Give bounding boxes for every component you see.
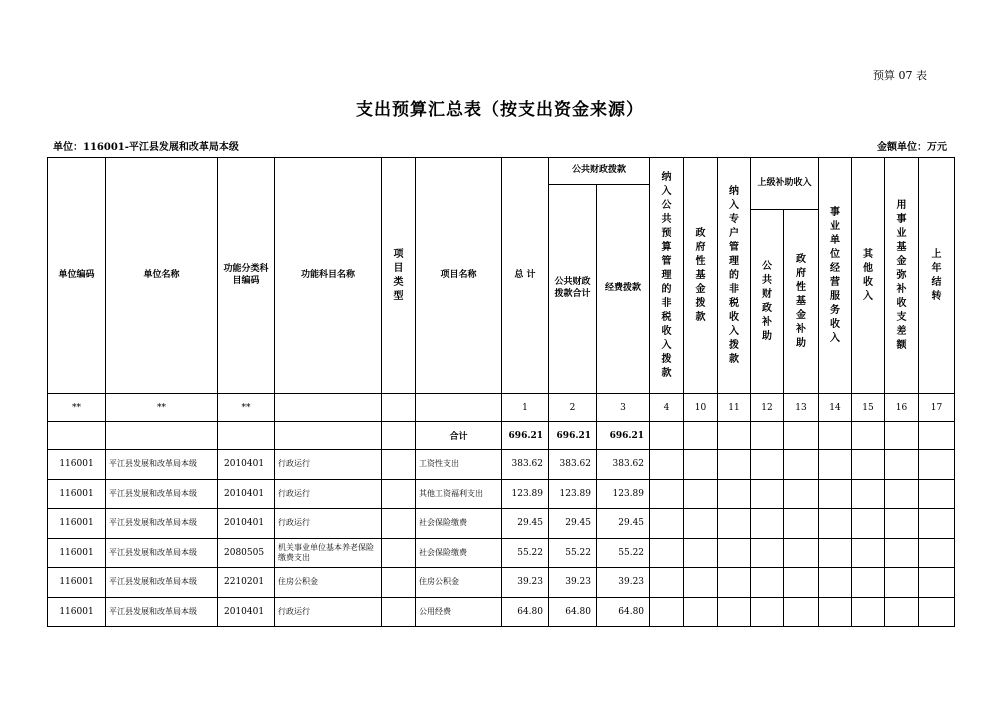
funding-cell: 29.45	[597, 509, 650, 539]
empty-cell	[684, 538, 718, 568]
empty-cell	[784, 479, 819, 509]
proj-type-cell	[382, 568, 416, 598]
empty-cell	[751, 568, 784, 598]
total-cell: 383.62	[502, 450, 549, 480]
col-proj-name: 项目名称	[416, 158, 502, 394]
proj-type-cell	[382, 479, 416, 509]
proj-name-cell: 公用经费	[416, 597, 502, 627]
funding-cell: 55.22	[597, 538, 650, 568]
empty-cell	[650, 509, 684, 539]
index-cell: **	[48, 394, 106, 422]
func-code-cell: 2210201	[218, 568, 275, 598]
unit-code-cell: 116001	[48, 538, 106, 568]
unit-code-cell: 116001	[48, 597, 106, 627]
index-cell: **	[218, 394, 275, 422]
index-cell: 2	[549, 394, 597, 422]
proj-type-cell	[382, 450, 416, 480]
unit-name-cell: 平江县发展和改革局本级	[106, 568, 218, 598]
index-cell	[382, 394, 416, 422]
empty-cell	[819, 597, 852, 627]
empty-cell	[718, 538, 751, 568]
empty-cell	[852, 568, 885, 598]
index-cell: 10	[684, 394, 718, 422]
col-upper-public: 公共财政补助	[751, 210, 784, 394]
col-upper-group: 上级补助收入	[751, 158, 819, 210]
funding-cell: 64.80	[597, 597, 650, 627]
table-row	[48, 568, 955, 598]
empty-cell	[819, 479, 852, 509]
col-total: 总 计	[502, 158, 549, 394]
empty-cell	[919, 568, 955, 598]
col-unit-code: 单位编码	[48, 158, 106, 394]
total-cell: 39.23	[502, 568, 549, 598]
table-row	[48, 509, 955, 539]
unit-name-cell: 平江县发展和改革局本级	[106, 450, 218, 480]
func-code-cell: 2080505	[218, 538, 275, 568]
col-other: 其他收入	[852, 158, 885, 394]
index-cell: 17	[919, 394, 955, 422]
public-total-cell: 383.62	[549, 450, 597, 480]
proj-type-cell	[382, 509, 416, 539]
total-cell: 55.22	[502, 538, 549, 568]
index-cell: 15	[852, 394, 885, 422]
col-unit-name: 单位名称	[106, 158, 218, 394]
empty-cell	[684, 450, 718, 480]
col-carryover: 上年结转	[919, 158, 955, 394]
table-row	[48, 597, 955, 627]
empty-cell	[885, 597, 919, 627]
col-biz: 事业单位经营服务收入	[819, 158, 852, 394]
empty-cell	[718, 509, 751, 539]
empty-cell	[819, 538, 852, 568]
page-title: 支出预算汇总表（按支出资金来源）	[356, 100, 644, 120]
col-nontax: 纳入公共预算管理的非税收入拨款	[650, 158, 684, 394]
empty-cell	[650, 479, 684, 509]
col-funding: 经费拨款	[597, 185, 650, 394]
col-special-nontax: 纳入专户管理的非税收入拨款	[718, 158, 751, 394]
empty-cell	[650, 568, 684, 598]
func-code-cell: 2010401	[218, 597, 275, 627]
public-total-cell: 29.45	[549, 509, 597, 539]
empty-cell	[919, 509, 955, 539]
form-number: 预算 07 表	[873, 69, 927, 82]
money-unit-label: 金额单位：万元	[877, 142, 947, 153]
empty-cell	[751, 597, 784, 627]
unit-code-cell: 116001	[48, 509, 106, 539]
func-name-cell: 行政运行	[275, 597, 382, 627]
proj-name-cell: 社会保险缴费	[416, 509, 502, 539]
col-fund-gap: 用事业基金弥补收支差额	[885, 158, 919, 394]
unit-code-cell: 116001	[48, 568, 106, 598]
empty-cell	[784, 509, 819, 539]
empty-cell	[751, 479, 784, 509]
total-cell: 29.45	[502, 509, 549, 539]
empty-cell	[718, 479, 751, 509]
empty-cell	[819, 509, 852, 539]
empty-cell	[650, 538, 684, 568]
empty-cell	[784, 597, 819, 627]
empty-cell	[919, 450, 955, 480]
table-row	[48, 538, 955, 568]
total-row	[48, 422, 955, 450]
index-cell: 4	[650, 394, 684, 422]
unit-code-cell: 116001	[48, 450, 106, 480]
empty-cell	[919, 597, 955, 627]
col-proj-type: 项目类型	[382, 158, 416, 394]
empty-cell	[919, 479, 955, 509]
budget-table	[47, 157, 955, 627]
public-total-cell: 64.80	[549, 597, 597, 627]
empty-cell	[784, 450, 819, 480]
total-value: 696.21	[502, 422, 549, 450]
empty-cell	[885, 509, 919, 539]
index-cell	[275, 394, 382, 422]
proj-name-cell: 其他工资福利支出	[416, 479, 502, 509]
public-total-cell: 55.22	[549, 538, 597, 568]
proj-type-cell	[382, 597, 416, 627]
empty-cell	[784, 538, 819, 568]
empty-cell	[885, 479, 919, 509]
empty-cell	[751, 450, 784, 480]
empty-cell	[684, 597, 718, 627]
col-func-code: 功能分类科目编码	[218, 158, 275, 394]
empty-cell	[852, 509, 885, 539]
empty-cell	[650, 450, 684, 480]
col-gov-fund: 政府性基金拨款	[684, 158, 718, 394]
empty-cell	[684, 509, 718, 539]
col-public-group: 公共财政拨款	[549, 158, 650, 185]
public-total-cell: 39.23	[549, 568, 597, 598]
unit-code-cell: 116001	[48, 479, 106, 509]
func-code-cell: 2010401	[218, 509, 275, 539]
empty-cell	[819, 450, 852, 480]
unit-label: 单位：116001-平江县发展和改革局本级	[53, 142, 239, 153]
empty-cell	[718, 450, 751, 480]
empty-cell	[684, 479, 718, 509]
proj-name-cell: 住房公积金	[416, 568, 502, 598]
empty-cell	[885, 568, 919, 598]
empty-cell	[684, 568, 718, 598]
empty-cell	[852, 450, 885, 480]
index-cell: **	[106, 394, 218, 422]
index-cell: 3	[597, 394, 650, 422]
funding-cell: 123.89	[597, 479, 650, 509]
col-upper-gov: 政府性基金补助	[784, 210, 819, 394]
total-label: 合计	[416, 422, 502, 450]
func-name-cell: 行政运行	[275, 450, 382, 480]
total-cell: 64.80	[502, 597, 549, 627]
col-public-total: 公共财政拨款合计	[549, 185, 597, 394]
public-total-cell: 123.89	[549, 479, 597, 509]
empty-cell	[650, 597, 684, 627]
unit-name-cell: 平江县发展和改革局本级	[106, 509, 218, 539]
unit-name-cell: 平江县发展和改革局本级	[106, 479, 218, 509]
empty-cell	[751, 538, 784, 568]
empty-cell	[852, 479, 885, 509]
table-row	[48, 450, 955, 480]
func-name-cell: 行政运行	[275, 509, 382, 539]
proj-name-cell: 工资性支出	[416, 450, 502, 480]
empty-cell	[919, 538, 955, 568]
unit-name-cell: 平江县发展和改革局本级	[106, 597, 218, 627]
empty-cell	[885, 538, 919, 568]
total-public: 696.21	[549, 422, 597, 450]
func-code-cell: 2010401	[218, 450, 275, 480]
empty-cell	[852, 538, 885, 568]
index-cell: 1	[502, 394, 549, 422]
empty-cell	[885, 450, 919, 480]
index-cell: 11	[718, 394, 751, 422]
empty-cell	[718, 597, 751, 627]
table-row	[48, 479, 955, 509]
funding-cell: 383.62	[597, 450, 650, 480]
proj-name-cell: 社会保险缴费	[416, 538, 502, 568]
empty-cell	[751, 509, 784, 539]
empty-cell	[852, 597, 885, 627]
empty-cell	[718, 568, 751, 598]
index-cell: 16	[885, 394, 919, 422]
col-func-name: 功能科目名称	[275, 158, 382, 394]
unit-name-cell: 平江县发展和改革局本级	[106, 538, 218, 568]
index-cell	[416, 394, 502, 422]
func-name-cell: 行政运行	[275, 479, 382, 509]
index-cell: 14	[819, 394, 852, 422]
index-cell: 12	[751, 394, 784, 422]
funding-cell: 39.23	[597, 568, 650, 598]
func-name-cell: 住房公积金	[275, 568, 382, 598]
total-cell: 123.89	[502, 479, 549, 509]
func-name-cell: 机关事业单位基本养老保险缴费支出	[275, 538, 382, 568]
proj-type-cell	[382, 538, 416, 568]
total-funding: 696.21	[597, 422, 650, 450]
func-code-cell: 2010401	[218, 479, 275, 509]
index-cell: 13	[784, 394, 819, 422]
empty-cell	[784, 568, 819, 598]
index-row	[48, 394, 955, 422]
empty-cell	[819, 568, 852, 598]
